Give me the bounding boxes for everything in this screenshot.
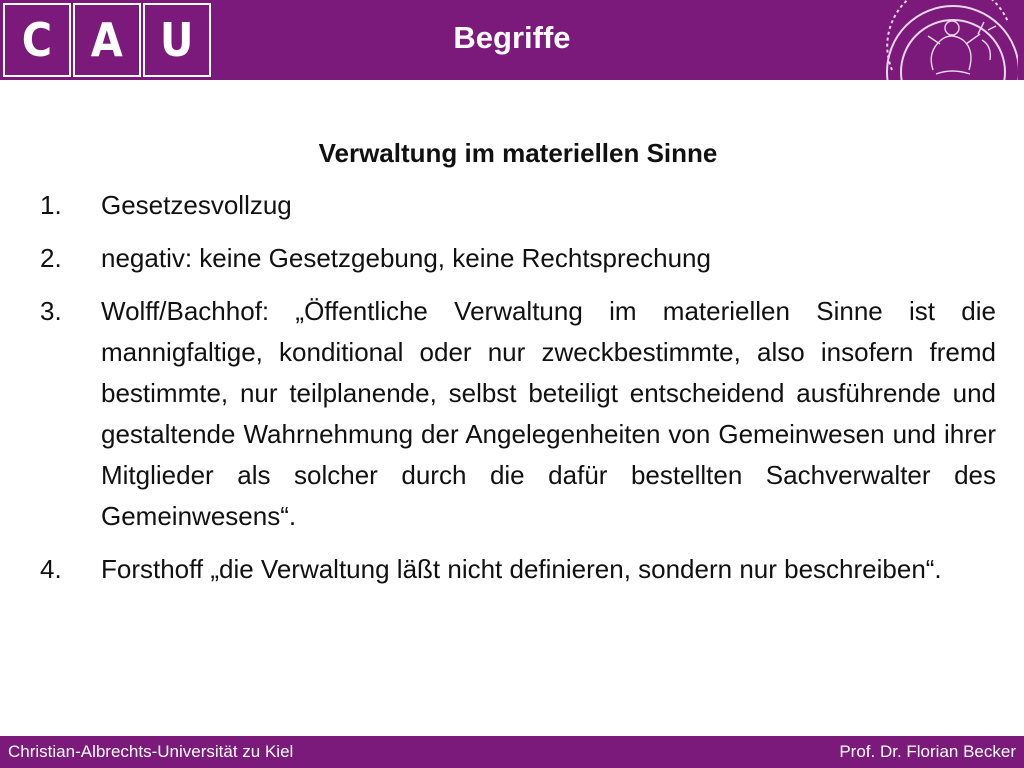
section-heading: Verwaltung im materiellen Sinne <box>318 138 718 168</box>
main-content <box>40 138 996 602</box>
logo-letter-c: C <box>3 3 71 77</box>
university-seal-icon <box>878 0 1018 80</box>
list-text: Forsthoff „die Verwaltung läßt nicht definieren, sondern nur beschreiben“. <box>101 554 942 584</box>
logo-letter-u: U <box>143 3 211 77</box>
list-text: Gesetzesvollzug <box>101 190 292 220</box>
list-number: 3. <box>40 296 62 326</box>
list-item <box>40 185 996 226</box>
slide-title: Begriffe <box>453 20 571 55</box>
logo-letter-a: A <box>73 3 141 77</box>
list-number: 2. <box>40 243 62 273</box>
footer-university: Christian-Albrechts-Universität zu Kiel <box>8 742 294 761</box>
footer-bar <box>0 736 1024 768</box>
definition-list <box>40 185 996 590</box>
list-item <box>40 238 996 279</box>
header-bar <box>0 0 1024 80</box>
list-text: Wolff/Bachhof: „Öffentliche Verwaltung im materiellen Sinne ist die mannigfaltige, konditional oder nur zweckbestimmte, also insofern fremd bestimmte, nur teilplanende, selbst beteiligt entscheidend ausführende und gestaltende Wahrnehmung der Angelegenheiten von Gemeinwesen und ihrer Mitglieder als solcher durch die dafür bestellten Sachverwalter des Gemeinwesens“. <box>101 296 996 531</box>
list-number: 4. <box>40 554 62 584</box>
list-item <box>40 549 996 590</box>
list-item <box>40 291 996 537</box>
list-text: negativ: keine Gesetzgebung, keine Rechtsprechung <box>101 243 711 273</box>
footer-author: Prof. Dr. Florian Becker <box>839 742 1016 761</box>
list-number: 1. <box>40 190 62 220</box>
